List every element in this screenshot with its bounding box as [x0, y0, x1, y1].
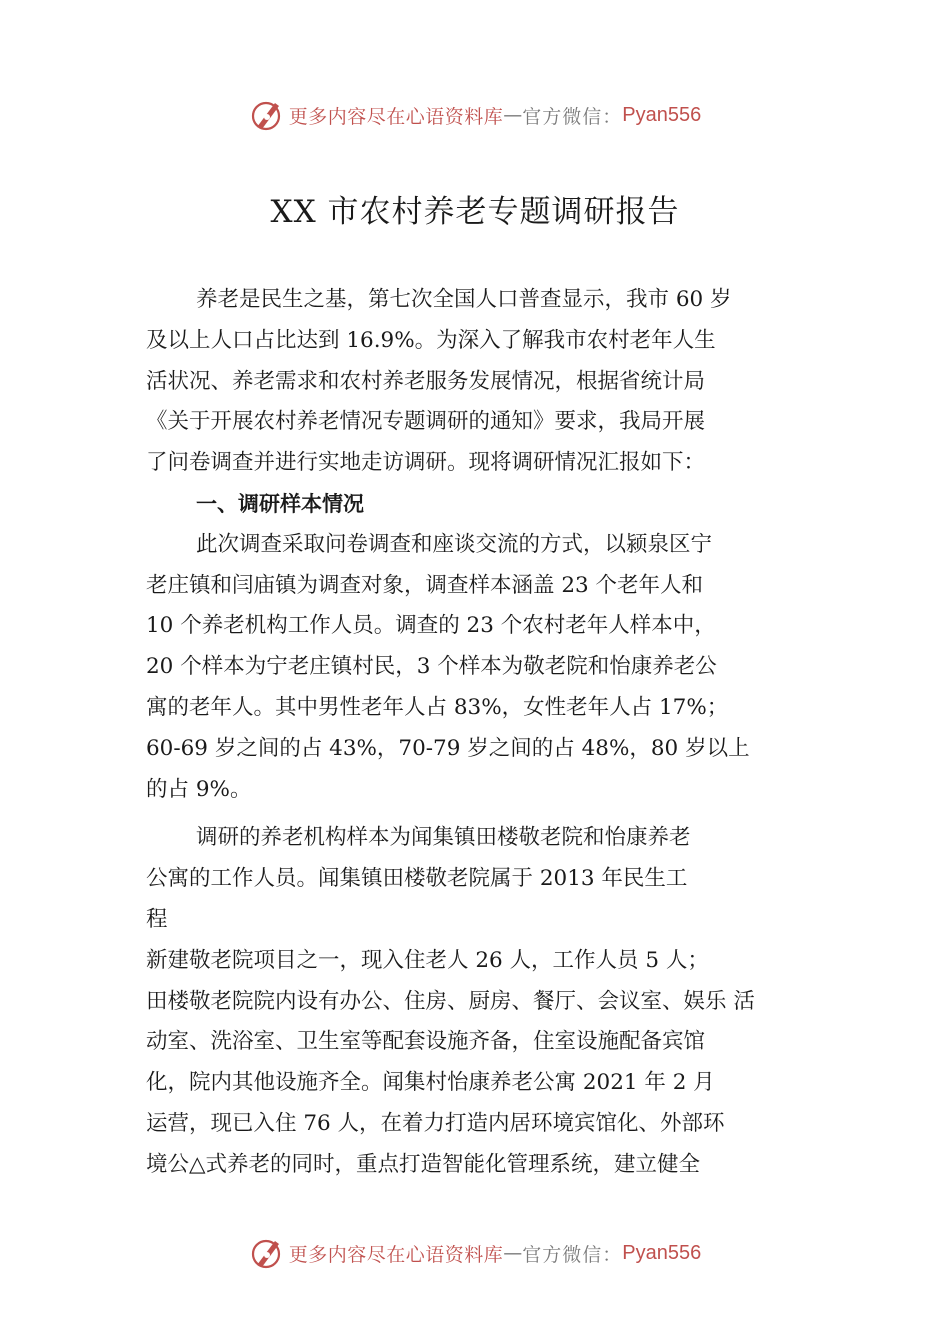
- text-line: 养老是民生之基，第七次全国人口普查显示，我市 60 岁: [196, 287, 732, 312]
- text-line: 了问卷调查并进行实地走访调研。现将调研情况汇报如下：: [146, 450, 706, 476]
- text-line: 田楼敬老院院内设有办公、住房、厨房、餐厅、会议室、娱乐 活: [146, 988, 755, 1014]
- text-line: 60-69 岁之间的占 43%，70-79 岁之间的占 48%，80 岁以上: [146, 735, 750, 761]
- document-title: XX 市农村养老专题调研报告: [270, 194, 680, 230]
- banner-wechat-id: Pyan556: [622, 1241, 702, 1264]
- banner-red-text: 更多内容尽在心语资料库: [288, 1243, 504, 1266]
- text-line: 及以上人口占比达到 16.9%。为深入了解我市农村老年人生: [146, 327, 716, 353]
- banner-red-text: 更多内容尽在心语资料库: [288, 105, 504, 128]
- section-heading: 一、调研样本情况: [196, 491, 364, 516]
- text-line: 《关于开展农村养老情况专题调研的通知》要求，我局开展: [146, 409, 706, 435]
- text-line: 新建敬老院项目之一，现入住老人 26 人，工作人员 5 人；: [146, 947, 709, 973]
- pen-logo-icon: [249, 97, 285, 133]
- footer-banner: [0, 1233, 950, 1273]
- text-line: 动室、洗浴室、卫生室等配套设施齐备，住室设施配备宾馆: [146, 1029, 706, 1055]
- banner-gray-text: 官方微信：: [522, 105, 623, 128]
- document-body: [146, 280, 811, 1186]
- pen-logo-icon: [249, 1235, 285, 1271]
- text-line: 运营，现已入住 76 人，在着力打造内居环境宾馆化、外部环: [146, 1110, 725, 1136]
- text-line: 公寓的工作人员。闻集镇田楼敬老院属于 2013 年民生工: [146, 866, 688, 892]
- text-line: 化，院内其他设施齐全。闻集村怡康养老公寓 2021 年 2 月: [146, 1070, 715, 1096]
- text-line: 此次调查采取问卷调查和座谈交流的方式，以颍泉区宁: [196, 531, 713, 557]
- banner-dash: —: [503, 104, 523, 126]
- text-line: 活状况、养老需求和农村养老服务发展情况，根据省统计局: [146, 368, 706, 394]
- text-line: 程: [146, 906, 168, 932]
- text-line: 10 个养老机构工作人员。调查的 23 个农村老年人样本中，: [146, 613, 716, 639]
- text-line: 的占 9%。: [146, 776, 252, 802]
- text-line: 调研的养老机构样本为闻集镇田楼敬老院和怡康养老: [196, 825, 691, 851]
- text-line: 寓的老年人。其中男性老年人占 83%，女性老年人占 17%；: [146, 694, 729, 720]
- header-banner: [0, 95, 950, 135]
- text-line: 境公△式养老的同时，重点打造智能化管理系统，建立健全: [146, 1151, 701, 1177]
- text-line: 20 个样本为宁老庄镇村民，3 个样本为敬老院和怡康养老公: [146, 654, 717, 680]
- banner-gray-text: 官方微信：: [522, 1243, 623, 1266]
- text-line: 老庄镇和闫庙镇为调查对象，调查样本涵盖 23 个老年人和: [146, 572, 704, 598]
- banner-dash: —: [503, 1242, 523, 1264]
- banner-wechat-id: Pyan556: [622, 103, 702, 126]
